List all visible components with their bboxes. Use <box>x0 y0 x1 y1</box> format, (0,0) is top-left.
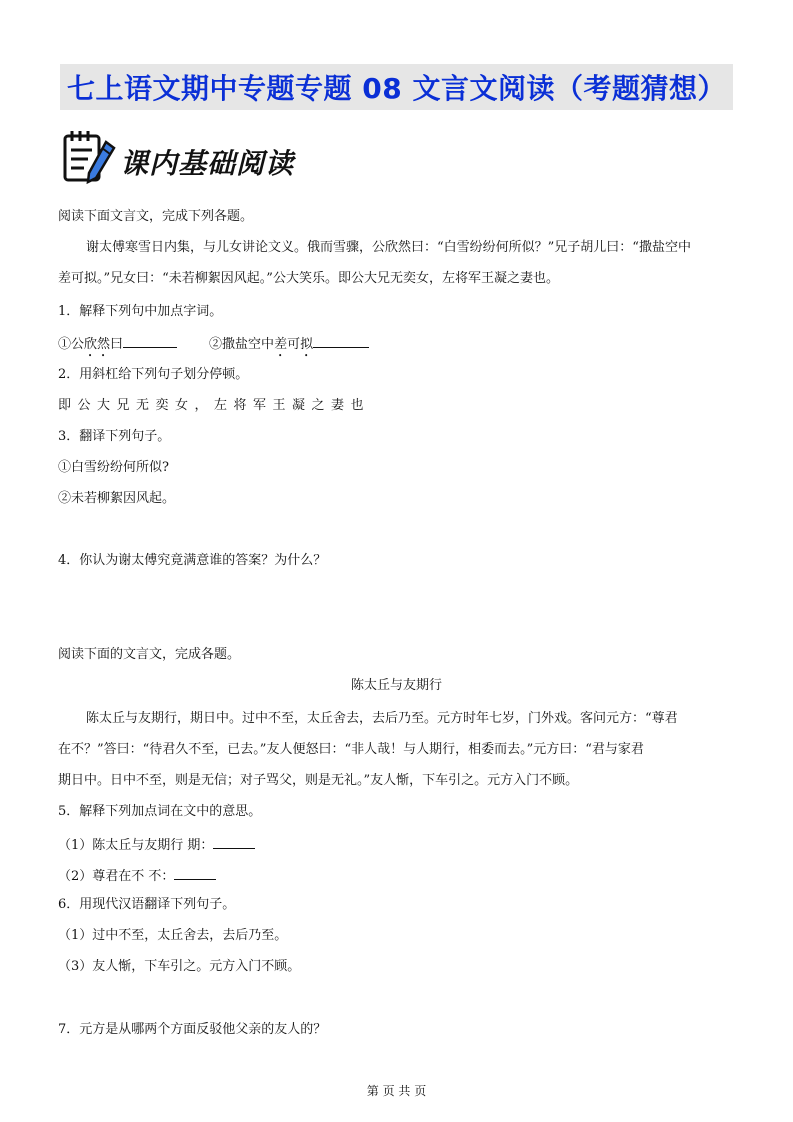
section-label: 课内基础阅读 <box>120 147 295 180</box>
answer-blank[interactable] <box>123 333 177 348</box>
question-3-stem: 3．翻译下列句子。 <box>58 429 171 444</box>
question-6-item-1: （1）过中不至，太丘舍去，去后乃至。 <box>58 928 288 943</box>
q1-item1-pre: ①公 <box>58 337 85 352</box>
passage-2-title: 陈太丘与友期行 <box>350 678 442 693</box>
section-header <box>62 128 312 186</box>
question-5-item-2 <box>58 865 216 886</box>
passage-1-line-2: 差可拟。”兄女曰：“未若柳絮因风起。”公大笑乐。即公大兄无奕女，左将军王凝之妻也。 <box>58 271 559 286</box>
passage-2-line-1: 陈太丘与友期行，期日中。过中不至，太丘舍去，去后乃至。元方时年七岁，门外戏。客问元方：“尊君 <box>86 711 678 726</box>
question-3-item-1: ①白雪纷纷何所似? <box>58 460 169 475</box>
q1-item2-dotted: 差 <box>274 337 288 352</box>
question-3-item-2: ②未若柳絮因风起。 <box>58 491 176 506</box>
q1-item2-dotted-2: 拟 <box>300 337 314 352</box>
instruction-2: 阅读下面的文言文，完成各题。 <box>58 647 241 662</box>
passage-1-line-1: 谢太傅寒雪日内集，与儿女讲论文义。俄而雪骤，公欣然曰：“白雪纷纷何所似？”兄子胡儿曰：“撒盐空中 <box>86 240 691 255</box>
q1-item2-pre: ②撒盐空中 <box>209 337 275 352</box>
answer-blank[interactable] <box>174 865 216 880</box>
answer-blank[interactable] <box>313 333 369 348</box>
q1-item1-dotted: 欣然 <box>84 337 111 352</box>
question-2-stem: 2．用斜杠给下列句子划分停顿。 <box>58 367 249 382</box>
answer-blank[interactable] <box>213 834 255 849</box>
question-4-stem: 4．你认为谢太傅究竟满意谁的答案？为什么？ <box>58 553 327 568</box>
q1-item2-mid: 可 <box>287 337 301 352</box>
question-5-stem: 5．解释下列加点词在文中的意思。 <box>58 804 262 819</box>
passage-2-line-2: 在不？”答曰：“待君久不至，已去。”友人便怒曰：“非人哉！与人期行，相委而去。”元方曰：“君与家君 <box>58 742 644 757</box>
question-6-item-2: （3）友人惭，下车引之。元方入门不顾。 <box>58 959 301 974</box>
question-1-items <box>58 333 369 360</box>
page-footer: 第 页 共 页 <box>366 1084 427 1098</box>
instruction-1: 阅读下面文言文，完成下列各题。 <box>58 209 254 224</box>
passage-2-line-3: 期日中。日中不至，则是无信；对子骂父，则是无礼。”友人惭，下车引之。元方入门不顾。 <box>58 773 579 788</box>
question-1-stem: 1．解释下列句中加点字词。 <box>58 304 223 319</box>
notepad-pencil-icon <box>62 128 118 186</box>
question-6-stem: 6．用现代汉语翻译下列句子。 <box>58 897 236 912</box>
q5-item1-text: （1）陈太丘与友期行 期： <box>58 838 214 853</box>
q1-item1-post: 曰 <box>110 337 124 352</box>
page-title: 七上语文期中专题专题 08 文言文阅读（考题猜想） <box>67 72 726 105</box>
question-7-stem: 7．元方是从哪两个方面反驳他父亲的友人的？ <box>58 1022 327 1037</box>
question-5-item-1 <box>58 834 255 855</box>
title-banner <box>60 64 733 110</box>
question-2-sentence: 即公大兄无奕女，左将军王凝之妻也 <box>58 398 371 413</box>
q5-item2-text: （2）尊君在不 不： <box>58 869 175 884</box>
